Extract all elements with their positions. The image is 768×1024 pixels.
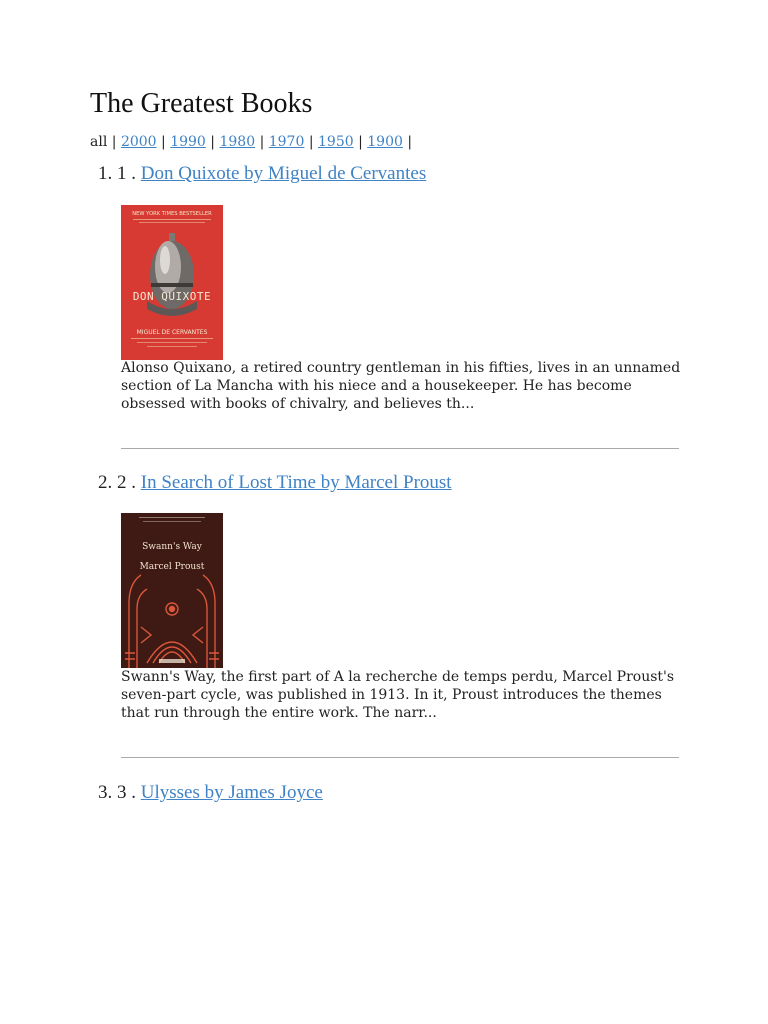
filter-separator: | <box>308 134 314 150</box>
filter-link-1980[interactable]: 1980 <box>219 134 256 150</box>
divider <box>121 757 679 758</box>
book-rank: 1 . <box>117 163 136 184</box>
book-cover-swanns-way[interactable] <box>121 513 223 668</box>
book-description: Swann's Way, the first part of A la recherche de temps perdu, Marcel Proust's seven-part cycle, was published in 1913. In it, Proust introduces the themes that run through the entire work. The narr... <box>121 669 675 721</box>
filter-link-1990[interactable]: 1990 <box>170 134 206 150</box>
book-cover-image <box>121 513 223 668</box>
book-link-ulysses[interactable]: Ulysses by James Joyce <box>140 782 323 803</box>
book-rank: 3 . <box>117 782 136 803</box>
year-filter-bar <box>90 134 412 150</box>
filter-separator: | <box>111 134 117 150</box>
list-number: 1. <box>98 163 113 184</box>
filter-separator: | <box>210 134 216 150</box>
filter-all-label: all <box>90 134 108 150</box>
page-title: The Greatest Books <box>90 88 313 119</box>
filter-link-1970[interactable]: 1970 <box>268 134 305 150</box>
filter-separator: | <box>358 134 363 150</box>
book-cover-image <box>121 205 223 360</box>
book-link-in-search-of-lost-time[interactable]: In Search of Lost Time by Marcel Proust <box>140 472 452 493</box>
cover-author: Marcel Proust <box>139 562 205 572</box>
filter-link-2000[interactable]: 2000 <box>120 134 157 150</box>
divider <box>121 448 679 449</box>
filter-separator: | <box>161 134 166 150</box>
list-number: 2. <box>98 472 113 493</box>
book-heading <box>98 163 680 185</box>
book-heading <box>98 472 680 494</box>
book-link-don-quixote[interactable]: Don Quixote by Miguel de Cervantes <box>140 163 427 184</box>
book-list-item <box>98 782 680 804</box>
book-list-item <box>98 163 681 412</box>
cover-tagline: NEW YORK TIMES BESTSELLER <box>132 211 212 217</box>
filter-separator: | <box>407 134 413 150</box>
book-rank: 2 . <box>117 472 136 493</box>
cover-title: Swann's Way <box>142 542 202 552</box>
cover-author: MIGUEL DE CERVANTES <box>136 329 208 336</box>
filter-link-1900[interactable]: 1900 <box>367 134 403 150</box>
book-cover-don-quixote[interactable] <box>121 205 223 360</box>
filter-link-1950[interactable]: 1950 <box>318 134 354 150</box>
book-list-item <box>98 472 680 721</box>
filter-separator: | <box>259 134 265 150</box>
cover-title: DON QUIXOTE <box>132 290 212 303</box>
book-description: Alonso Quixano, a retired country gentleman in his fifties, lives in an unnamed section of La Mancha with his niece and a housekeeper. He has become obsessed with books of chivalry, and believes th... <box>121 360 681 412</box>
list-number: 3. <box>98 782 113 803</box>
book-heading <box>98 782 680 804</box>
